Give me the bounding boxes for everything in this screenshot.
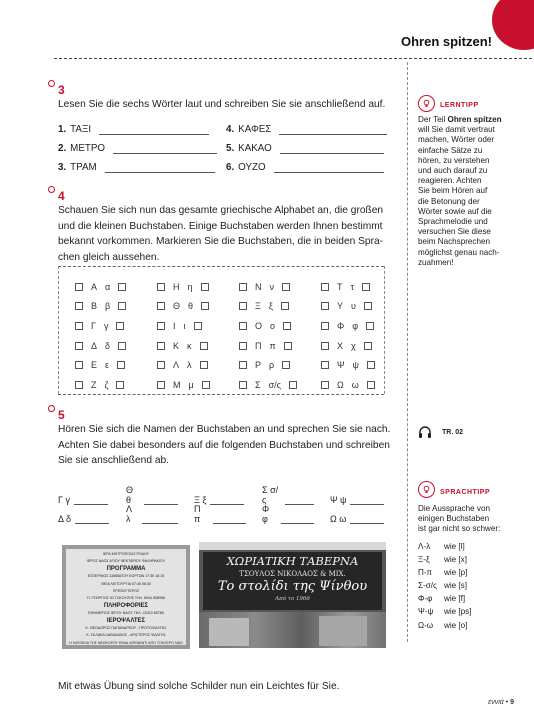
uppercase-letter: Ι [173,320,176,331]
checkbox[interactable] [239,342,247,350]
lowercase-letter: κ [187,340,192,351]
church-sign-photo [62,545,190,649]
checkbox[interactable] [200,361,208,369]
letter-pair [75,277,157,297]
alphabet-grid [75,277,403,395]
lerntipp-line: beim Nachsprechen [418,237,490,247]
uppercase-letter: Υ [337,301,344,312]
letter-pair [321,277,403,297]
lowercase-letter: χ [351,340,356,351]
sign-text-line: ΙΕΡΟΨΑΛΤΕΣ [106,617,146,624]
letter-pair [321,316,403,336]
lerntipp-line: Der Teil Ohren spitzen [418,115,502,124]
lightbulb-icon [418,95,435,112]
checkbox[interactable] [239,322,247,330]
checkbox[interactable] [118,342,126,350]
checkbox[interactable] [157,283,165,291]
lowercase-letter: ι [183,320,186,331]
lerntipp-line: hören, zu verstehen [418,155,490,165]
lowercase-letter: ε [105,360,110,371]
lerntipp-line: Sie beim Hören auf [418,186,488,196]
checkbox[interactable] [321,322,329,330]
lowercase-letter: α [105,281,111,292]
uppercase-letter: Φ [337,320,345,331]
checkbox[interactable] [201,302,209,310]
sign-text-line: Η ΚΑΤΟΙΚΙΑ ΤΗΣ ΝΕΩΚΟΡΟΥ ΕΙΝΑΙ ΑΠΕΝΑΝΤΙ ΑΠΟ ΤΟΝ ΙΕΡΟ ΝΑΟ [69,640,183,645]
sign-text-line: ΘΕΙΑ ΛΕΙΤΟΥΡΓΙΑ 07:45 08:30 [101,581,151,586]
lowercase-letter: ρ [269,360,275,371]
checkbox[interactable] [321,361,329,369]
checkbox[interactable] [367,361,375,369]
checkbox[interactable] [157,361,165,369]
task-marker-icon [48,80,55,87]
uppercase-letter: Ο [255,320,263,331]
word-2: 2. ΜΕΤΡΟ [58,143,217,154]
alphabet-border-left [58,266,59,394]
lightbulb-icon [418,481,435,498]
checkbox[interactable] [157,302,165,310]
lowercase-letter: ζ [104,379,109,390]
checkbox[interactable] [200,342,208,350]
letter-pairs-row-2: Δ δ Λ λ Π π Φ φ Ω ω [58,504,390,524]
letter-pair [239,297,321,317]
letter-pair [157,316,239,336]
sign-text-line: Κ. ΣΚΛΑΚΑ ΛΑΒΙΔΙΑΝΟΣ - ΑΡΙΣΤΕΡΟΣ ΨΑΛΤΗΣ [86,633,166,638]
alphabet-row [75,355,403,375]
track-label: TR. 02 [442,428,464,436]
audio-track[interactable] [418,425,463,439]
uppercase-letter: Χ [337,340,344,351]
letter-pair [239,336,321,356]
alphabet-row [75,336,403,356]
uppercase-letter: Η [173,281,180,292]
task-marker-icon [48,405,55,412]
sign-text-line: ΠΡΟΓΡΑΜΜΑ [106,565,146,572]
uppercase-letter: Ν [255,281,262,292]
lowercase-letter: φ [352,320,359,331]
checkbox[interactable] [116,381,124,389]
uppercase-letter: Μ [173,379,181,390]
lowercase-letter: β [105,301,111,312]
checkbox[interactable] [157,381,165,389]
lowercase-letter: γ [103,320,109,331]
sprachtipp-row: Ω-ω wie [o] [418,620,468,630]
lowercase-letter: ν [269,281,274,292]
checkbox[interactable] [75,322,83,330]
uppercase-letter: Τ [337,281,343,292]
letter-pair [157,277,239,297]
closing-sentence: Mit etwas Übung sind solche Schilder nun ein Leichtes für Sie. [58,681,340,692]
uppercase-letter: Π [255,340,262,351]
sprachtipp-row: Π-π wie [p] [418,568,468,578]
lowercase-letter: ω [351,379,359,390]
checkbox[interactable] [321,381,329,389]
letter-pair [239,375,321,395]
checkbox[interactable] [75,302,83,310]
uppercase-letter: Κ [173,340,180,351]
checkbox[interactable] [202,381,210,389]
lowercase-letter: υ [351,301,356,312]
checkbox[interactable] [367,381,375,389]
lowercase-letter: δ [105,340,111,351]
letter-pair [75,297,157,317]
lowercase-letter: μ [188,379,194,390]
checkbox[interactable] [201,283,209,291]
letter-pair [75,316,157,336]
letter-pair [157,336,239,356]
uppercase-letter: Ε [91,360,98,371]
task-3-instruction: Lesen Sie die sechs Wörter laut und schreiben Sie sie anschließend auf. [58,99,386,110]
lerntipp-line: versuchen Sie diese [418,227,491,237]
checkbox[interactable] [116,322,124,330]
checkbox[interactable] [282,361,290,369]
lowercase-letter: θ [188,301,194,312]
checkbox[interactable] [239,283,247,291]
uppercase-letter: Σ [255,379,261,390]
uppercase-letter: Δ [91,340,98,351]
checkbox[interactable] [321,342,329,350]
checkbox[interactable] [239,361,247,369]
letter-pair [239,316,321,336]
uppercase-letter: Γ [91,320,96,331]
letter-pair [321,336,403,356]
uppercase-letter: Α [91,281,98,292]
taverna-name: ΧΩΡΙΑΤΙΚΗ ΤΑΒΕΡΝΑ [226,554,359,568]
alphabet-row [75,277,403,297]
lowercase-letter: π [269,340,276,351]
lerntipp-line: zuahmen! [418,257,454,267]
sign-text-line: ΕΦΗΜΕΡΙΟΣ ΙΕΡΟΥ ΝΑΟΥ ΤΗΛ. 22410 85789 [88,611,164,616]
task-5-number: 5 [58,408,65,422]
column-divider [407,62,408,642]
sign-text-line: ΠΛΗΡΟΦΟΡΙΕΣ [103,602,149,609]
uppercase-letter: Ξ [255,301,261,312]
lerntipp-line: und auch darauf zu [418,166,488,176]
uppercase-letter: Λ [173,360,180,371]
sprachtipp-row: Ξ-ξ wie [x] [418,555,467,565]
headphones-icon [418,425,432,439]
uppercase-letter: Ψ [337,360,345,371]
uppercase-letter: Β [91,301,98,312]
header-divider [54,58,532,59]
checkbox[interactable] [118,302,126,310]
letter-pair [239,277,321,297]
letter-pair [321,375,403,395]
taverna-sign-photo [199,542,386,648]
checkbox[interactable] [281,302,289,310]
checkbox[interactable] [75,361,83,369]
checkbox[interactable] [283,322,291,330]
letter-pair [239,355,321,375]
task-4-number: 4 [58,189,65,203]
sprachtipp-intro: Die Aussprache von einigen Buchstaben ist gar nicht so schwer: [418,504,501,534]
task-5-instruction: Hören Sie sich die Namen der Buchstaben an und sprechen Sie sie nach. Achten Sie dabei besonders auf die folgenden Buchstaben und schreiben Sie sie anschließend ab. [58,424,391,466]
lerntipp-line: machen, Wörter oder [418,135,495,145]
sprachtipp-label: SPRACHTIPP [440,489,491,496]
lerntipp-line: einfache Sätze zu [418,145,483,155]
sprachtipp-row: Σ-σ/ς wie [s] [418,581,467,591]
uppercase-letter: Ρ [255,360,262,371]
lerntipp-line: will Sie damit vertraut [418,125,495,135]
lowercase-letter: τ [350,281,355,292]
checkbox[interactable] [364,302,372,310]
sprachtipp-row: Ψ-ψ wie [ps] [418,607,472,617]
letter-pair [321,297,403,317]
letter-pair [75,355,157,375]
checkbox[interactable] [194,322,202,330]
lowercase-letter: σ/ς [268,379,281,390]
task-4-instruction: Schauen Sie sich nun das gesamte griechische Alphabet an, die großen und die kleinen Buchstaben. Einige Buchstaben werden Ihnen bestimmt bekannt vorkommen. Markieren Sie die Buchstaben, die in beiden Spra- chen gleich aussehen. [58,205,384,263]
checkbox[interactable] [282,283,290,291]
checkbox[interactable] [157,342,165,350]
taverna-since: Από το 1966 [275,596,310,602]
lowercase-letter: ψ [352,360,359,371]
sign-text-line: ΠΡΕΣΒΥΤΕΡΟΣ [112,589,140,594]
letter-pairs-row-1: Γ γ Θ θ Ξ ξ Σ σ/ς Ψ ψ [58,485,390,505]
lerntipp-line: möglichst genau nach- [418,247,500,257]
page-title: Ohren spitzen! [400,34,492,49]
word-6: 6. ΟΥΖΟ [226,162,384,173]
alphabet-row [75,297,403,317]
lerntipp-label: LERNTIPP [440,102,479,109]
word-4: 4. ΚΑΦΕΣ [226,124,387,135]
corner-decoration [492,0,534,50]
lerntipp-line: reagieren. Achten [418,176,482,186]
sign-text-line: ΙΕΡΑ ΜΗΤΡΟΠΟΛΙΣ ΡΟΔΟΥ [102,552,150,556]
lowercase-letter: η [187,281,193,292]
sign-text-line: Κ. ΘΕΟΔΩΡΟΣ ΠΑΠΑΝΔΡΕΟΥ - ΠΡΩΤΟΨΑΛΤΗΣ [85,626,167,631]
letter-pair [321,355,403,375]
checkbox[interactable] [239,302,247,310]
checkbox[interactable] [321,302,329,310]
alphabet-row [75,375,403,395]
lowercase-letter: λ [187,360,192,371]
checkbox[interactable] [366,322,374,330]
letter-pair [157,375,239,395]
checkbox[interactable] [289,381,297,389]
uppercase-letter: Ω [337,379,344,390]
sprachtipp-row: Φ-φ wie [f] [418,594,466,604]
checkbox[interactable] [157,322,165,330]
lerntipp-line: die Betonung der [418,196,480,206]
alphabet-row [75,316,403,336]
checkbox[interactable] [117,361,125,369]
checkbox[interactable] [75,342,83,350]
letter-pair [157,355,239,375]
sprachtipp-row: Λ-λ wie [l] [418,542,465,551]
sprachtipp-list [418,540,471,632]
checkbox[interactable] [118,283,126,291]
page-footer: ενvιά • 9 [488,699,514,706]
checkbox[interactable] [239,381,247,389]
lerntipp-line: Wörter sowie auf die [418,206,492,216]
letter-pair [157,297,239,317]
word-1: 1. ΤΑΞΙ [58,124,209,135]
letter-pair [75,375,157,395]
task-marker-icon [48,186,55,193]
lowercase-letter: ο [270,320,276,331]
checkbox[interactable] [321,283,329,291]
checkbox[interactable] [362,283,370,291]
lerntipp-text [418,115,502,268]
alphabet-border-top [58,266,384,267]
sign-text-line: Π. ΓΕΩΡΓΙΟΣ ΙΩ ΤΟΚΟΥΖΗΣ ΤΗΛ. 6944 858958 [86,596,166,601]
taverna-slogan: Το στολίδι της Ψίνθου [217,579,368,594]
checkbox[interactable] [75,381,83,389]
uppercase-letter: Ζ [91,379,97,390]
checkbox[interactable] [75,283,83,291]
lowercase-letter: ξ [268,301,273,312]
sign-text-line: ΙΕΡΟΣ ΝΑΟΣ ΑΓΙΟΥ ΝΕΚΤΑΡΙΟΥ ΦΑΛΗΡΑΚΙΟΥ [86,559,166,564]
lerntipp-line: Sprachmelodie und [418,217,488,227]
sign-text-line: ΕΣΠΕΡΙΝΟΣ ΣΑΒΒΑΤΟΥ ΕΟΡΤΩΝ 17:30 18:15 [87,574,165,579]
letter-pair [75,336,157,356]
taverna-owner: ΤΣΟΥΛΟΣ ΝΙΚΟΛΑΟΣ & ΜΙΧ. [239,570,346,578]
checkbox[interactable] [364,342,372,350]
uppercase-letter: Θ [173,301,181,312]
word-3: 3. ΤΡΑΜ [58,162,215,173]
task-3-number: 3 [58,83,65,97]
checkbox[interactable] [284,342,292,350]
word-5: 5. ΚΑΚΑΟ [226,143,384,154]
